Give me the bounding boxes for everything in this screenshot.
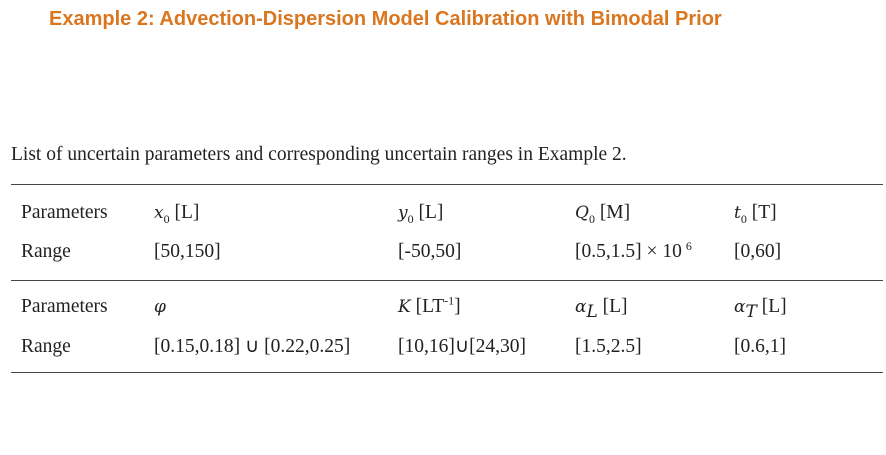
param-y0-sub: 0 bbox=[407, 211, 414, 226]
param-alpha-l-symbol: α bbox=[575, 297, 587, 317]
param-phi-symbol: φ bbox=[154, 297, 166, 317]
param-k-unit-post: ] bbox=[454, 296, 461, 317]
param-t0-symbol: t bbox=[734, 203, 741, 223]
param-k-unit-pre: [LT bbox=[415, 296, 445, 317]
param-x0-sub: 0 bbox=[163, 211, 170, 226]
page-title: Example 2: Advection-Dispersion Model Calibration with Bimodal Prior bbox=[49, 8, 722, 30]
param-t0-unit: [T] bbox=[751, 202, 777, 223]
param-phi bbox=[154, 295, 166, 319]
param-k-unit bbox=[415, 293, 461, 317]
range-x0: [50,150] bbox=[154, 241, 221, 262]
param-q0 bbox=[575, 201, 630, 225]
range-q0-value: [0.5,1.5] × 10 bbox=[575, 241, 682, 262]
range-phi: [0.15,0.18] ∪ [0.22,0.25] bbox=[154, 336, 351, 357]
param-k bbox=[398, 295, 461, 319]
table-bottom-rule bbox=[11, 372, 883, 373]
param-q0-symbol: Q bbox=[575, 203, 589, 223]
range-label-1: Range bbox=[21, 241, 71, 262]
param-t0 bbox=[734, 201, 777, 225]
param-alpha-t-unit: [L] bbox=[761, 296, 787, 317]
parameters-label-1: Parameters bbox=[21, 202, 108, 223]
param-q0-sub: 0 bbox=[588, 211, 595, 226]
range-y0: [-50,50] bbox=[398, 241, 462, 262]
range-alpha-l: [1.5,2.5] bbox=[575, 336, 642, 357]
param-alpha-l bbox=[575, 295, 628, 322]
range-alpha-t: [0.6,1] bbox=[734, 336, 786, 357]
param-alpha-t bbox=[734, 295, 787, 322]
param-y0 bbox=[398, 201, 443, 225]
param-x0-unit: [L] bbox=[174, 202, 200, 223]
table-mid-rule bbox=[11, 280, 883, 281]
parameters-label-2: Parameters bbox=[21, 296, 108, 317]
range-label-2: Range bbox=[21, 336, 71, 357]
param-x0 bbox=[154, 201, 199, 225]
param-q0-unit: [M] bbox=[599, 202, 631, 223]
param-k-unit-sup: -1 bbox=[444, 293, 455, 308]
table-top-rule bbox=[11, 184, 883, 185]
param-k-symbol: K bbox=[398, 297, 411, 317]
range-q0 bbox=[575, 240, 692, 264]
range-t0: [0,60] bbox=[734, 241, 782, 262]
table-caption: List of uncertain parameters and corresponding uncertain ranges in Example 2. bbox=[11, 144, 627, 165]
param-t0-sub: 0 bbox=[740, 211, 747, 226]
param-alpha-l-sub: L bbox=[586, 301, 598, 322]
param-x0-symbol: x bbox=[154, 203, 164, 223]
param-alpha-t-sub: T bbox=[745, 301, 757, 322]
param-alpha-t-symbol: α bbox=[734, 297, 746, 317]
param-y0-unit: [L] bbox=[418, 202, 444, 223]
param-y0-symbol: y bbox=[398, 203, 408, 223]
range-k: [10,16]∪[24,30] bbox=[398, 336, 526, 357]
range-q0-exponent: 6 bbox=[685, 238, 692, 253]
param-alpha-l-unit: [L] bbox=[602, 296, 628, 317]
